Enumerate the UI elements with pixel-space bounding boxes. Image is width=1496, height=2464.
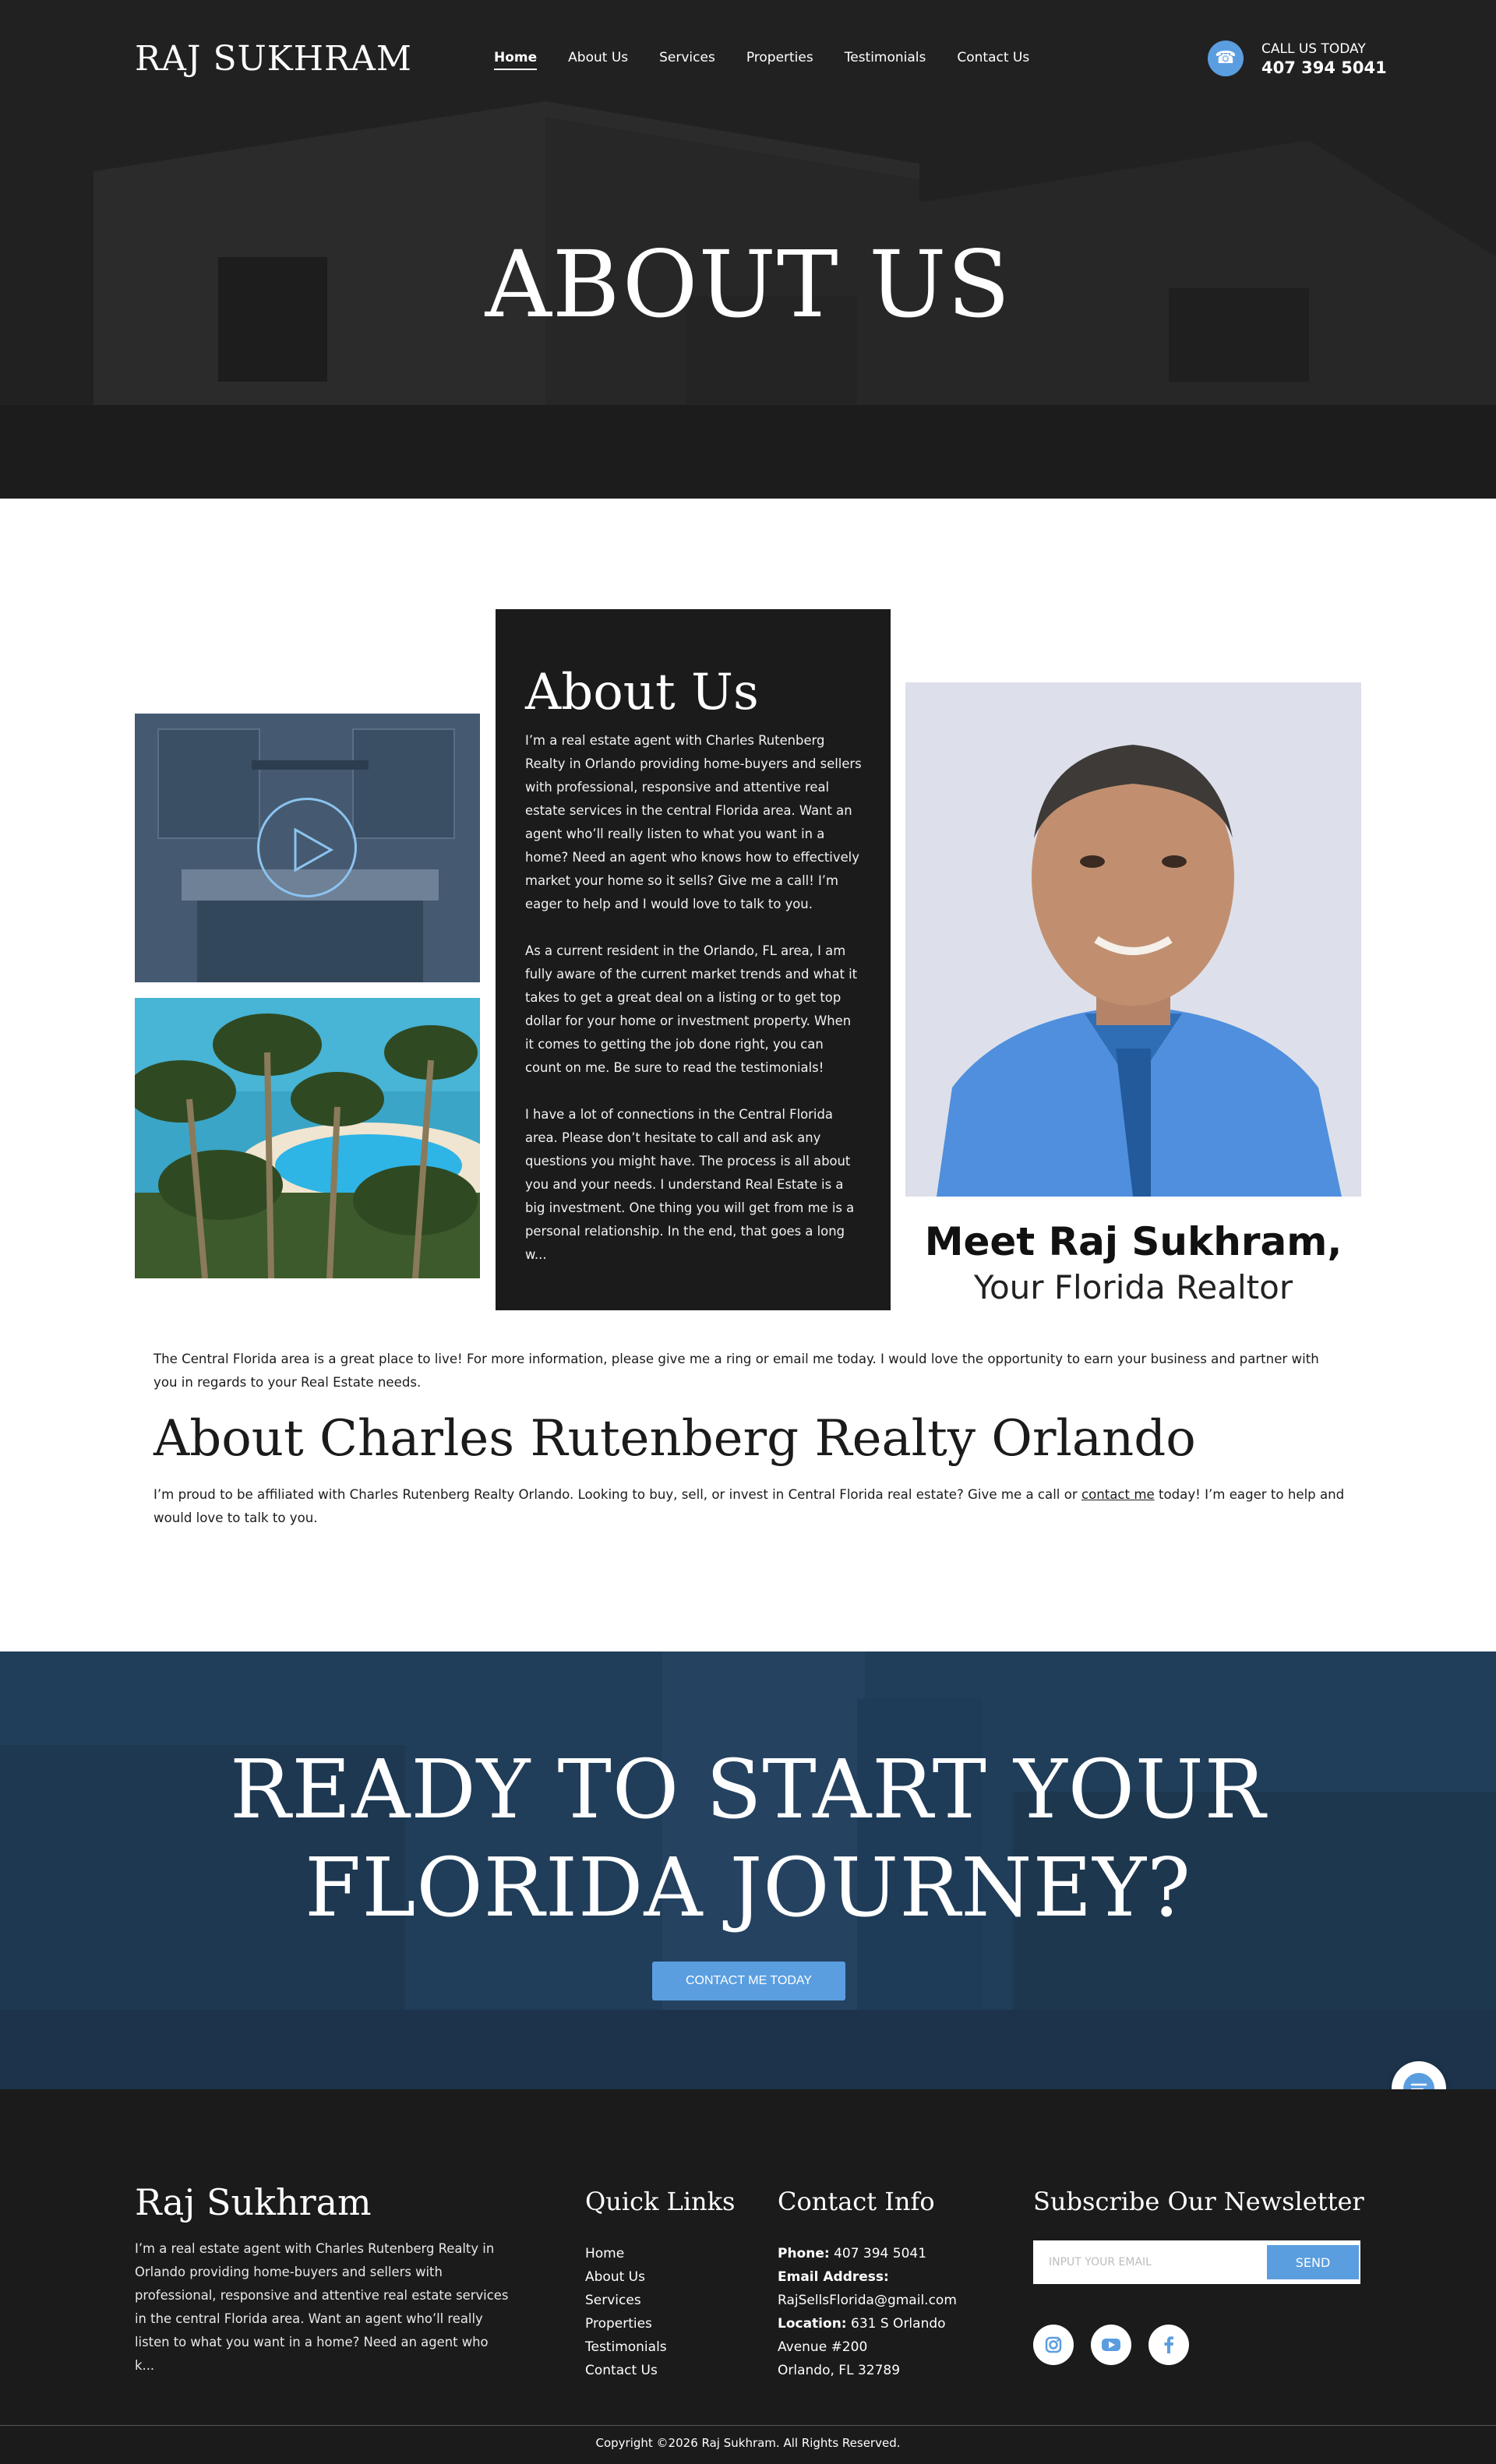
call-number[interactable]: 407 394 5041 bbox=[1261, 58, 1387, 77]
about-card bbox=[496, 609, 891, 1310]
facebook-button[interactable] bbox=[1148, 2325, 1189, 2365]
page-title: ABOUT US bbox=[485, 231, 1011, 338]
footer-link-about-us[interactable]: About Us bbox=[585, 2269, 645, 2285]
facebook-icon bbox=[1148, 2325, 1189, 2365]
footer-link-contact-us[interactable]: Contact Us bbox=[585, 2363, 658, 2378]
youtube-icon bbox=[1091, 2325, 1131, 2365]
main-nav bbox=[494, 50, 1029, 70]
phone-label: Phone: bbox=[778, 2246, 830, 2261]
contact-location-row bbox=[778, 2312, 972, 2335]
footer-divider bbox=[0, 2425, 1496, 2426]
location-line-2: Avenue #200 bbox=[778, 2339, 868, 2355]
nav-services[interactable]: Services bbox=[659, 50, 715, 65]
nav-properties[interactable]: Properties bbox=[746, 50, 813, 65]
footer-about-text: I’m a real estate agent with Charles Rutenberg Realty in Orlando providing home-buyers and sellers with professional, responsive and attentive real estate services in the central Florida area. Want an agent who’ll really listen to what you want in a home? Need an agent who k... bbox=[135, 2241, 509, 2373]
crr-text-before: I’m proud to be affiliated with Charles Rutenberg Realty Orlando. Looking to buy, sell, or invest in Central Florida real estate? Give me a call or bbox=[153, 1487, 1081, 1502]
nav-home[interactable]: Home bbox=[494, 50, 537, 70]
about-paragraph-2: As a current resident in the Orlando, FL area, I am fully aware of the current market trends and what it takes to get a great deal on a listing or to get top dollar for your home or investment property. When it comes to getting the job done right, you can count on me. Be sure to read the testimonials! bbox=[525, 943, 858, 1075]
about-paragraph-3: I have a lot of connections in the Central Florida area. Please don’t hesitate to call and ask any questions you might have. The process is all about you and your needs. I understand Real Estate is a big investment. One thing you will get from me is a personal relationship. In the end, that goes a long w... bbox=[525, 1107, 855, 1262]
nav-about-us[interactable]: About Us bbox=[568, 50, 629, 65]
contact-phone-row bbox=[778, 2242, 972, 2265]
footer bbox=[0, 2089, 1496, 2464]
email-label: Email Address: bbox=[778, 2269, 889, 2285]
email-value[interactable]: RajSellsFlorida@gmail.com bbox=[778, 2293, 957, 2308]
newsletter-email-input[interactable] bbox=[1035, 2242, 1265, 2282]
cta-title-line-1: READY TO START YOUR bbox=[230, 1742, 1266, 1837]
footer-link-home[interactable]: Home bbox=[585, 2246, 625, 2261]
contact-me-link[interactable]: contact me bbox=[1081, 1487, 1155, 1502]
location-label: Location: bbox=[778, 2316, 847, 2332]
newsletter-send-button[interactable]: SEND bbox=[1267, 2245, 1359, 2279]
youtube-button[interactable] bbox=[1091, 2325, 1131, 2365]
quick-links-heading: Quick Links bbox=[585, 2187, 736, 2216]
realtor-portrait bbox=[905, 682, 1361, 1197]
location-line-1: 631 S Orlando bbox=[851, 2316, 946, 2332]
footer-link-services[interactable]: Services bbox=[585, 2293, 641, 2308]
newsletter-heading: Subscribe Our Newsletter bbox=[1033, 2187, 1364, 2216]
video-thumbnail[interactable] bbox=[135, 714, 480, 982]
meet-name: Meet Raj Sukhram, bbox=[924, 1219, 1343, 1264]
crr-text bbox=[153, 1483, 1346, 1530]
pool-palm-image bbox=[135, 998, 480, 1278]
phone-icon[interactable]: ☎ bbox=[1208, 41, 1244, 76]
location-line-3: Orlando, FL 32789 bbox=[778, 2363, 901, 2378]
call-label: CALL US TODAY bbox=[1261, 41, 1366, 57]
contact-info bbox=[778, 2242, 972, 2382]
crr-heading: About Charles Rutenberg Realty Orlando bbox=[153, 1410, 1196, 1468]
cta-section bbox=[0, 1651, 1496, 2089]
site-logo[interactable]: RAJ SUKHRAM bbox=[135, 39, 412, 79]
about-paragraph-1: I’m a real estate agent with Charles Rutenberg Realty in Orlando providing home-buyers and sellers with professional, responsive and attentive real estate services in the central Florida area. Want an agent who’ll really listen to what you want in a home? Need an agent who knows how to effectively market your home so it sells? Give me a call! I’m eager to help and I would love to talk to you. bbox=[525, 733, 862, 911]
nav-testimonials[interactable]: Testimonials bbox=[844, 50, 926, 65]
cta-title-line-2: FLORIDA JOURNEY? bbox=[305, 1840, 1191, 1935]
meet-subtitle: Your Florida Realtor bbox=[973, 1268, 1293, 1306]
copyright: Copyright ©2026 Raj Sukhram. All Rights Reserved. bbox=[595, 2436, 901, 2450]
contact-me-today-button[interactable]: CONTACT ME TODAY bbox=[652, 1962, 845, 2000]
footer-link-properties[interactable]: Properties bbox=[585, 2316, 652, 2332]
contact-info-heading: Contact Info bbox=[778, 2187, 935, 2216]
central-florida-text: The Central Florida area is a great place to live! For more information, please give me a ring or email me today. I would love the opportunity to earn your business and partner with you in regards to your Real Estate needs. bbox=[153, 1352, 1319, 1390]
footer-link-testimonials[interactable]: Testimonials bbox=[585, 2339, 667, 2355]
newsletter-form bbox=[1033, 2240, 1360, 2284]
crr-text-after: today! I’m eager to help and would love to talk to you. bbox=[153, 1487, 1345, 1525]
hero-section bbox=[0, 0, 1496, 499]
instagram-icon bbox=[1033, 2325, 1074, 2365]
play-icon bbox=[292, 828, 334, 872]
about-heading: About Us bbox=[525, 664, 759, 721]
phone-value[interactable]: 407 394 5041 bbox=[834, 2246, 927, 2261]
cta-title bbox=[0, 1740, 1496, 1937]
play-button[interactable] bbox=[257, 798, 357, 897]
instagram-button[interactable] bbox=[1033, 2325, 1074, 2365]
quick-links-list bbox=[585, 2242, 667, 2382]
nav-contact-us[interactable]: Contact Us bbox=[957, 50, 1030, 65]
footer-brand: Raj Sukhram bbox=[135, 2181, 372, 2223]
